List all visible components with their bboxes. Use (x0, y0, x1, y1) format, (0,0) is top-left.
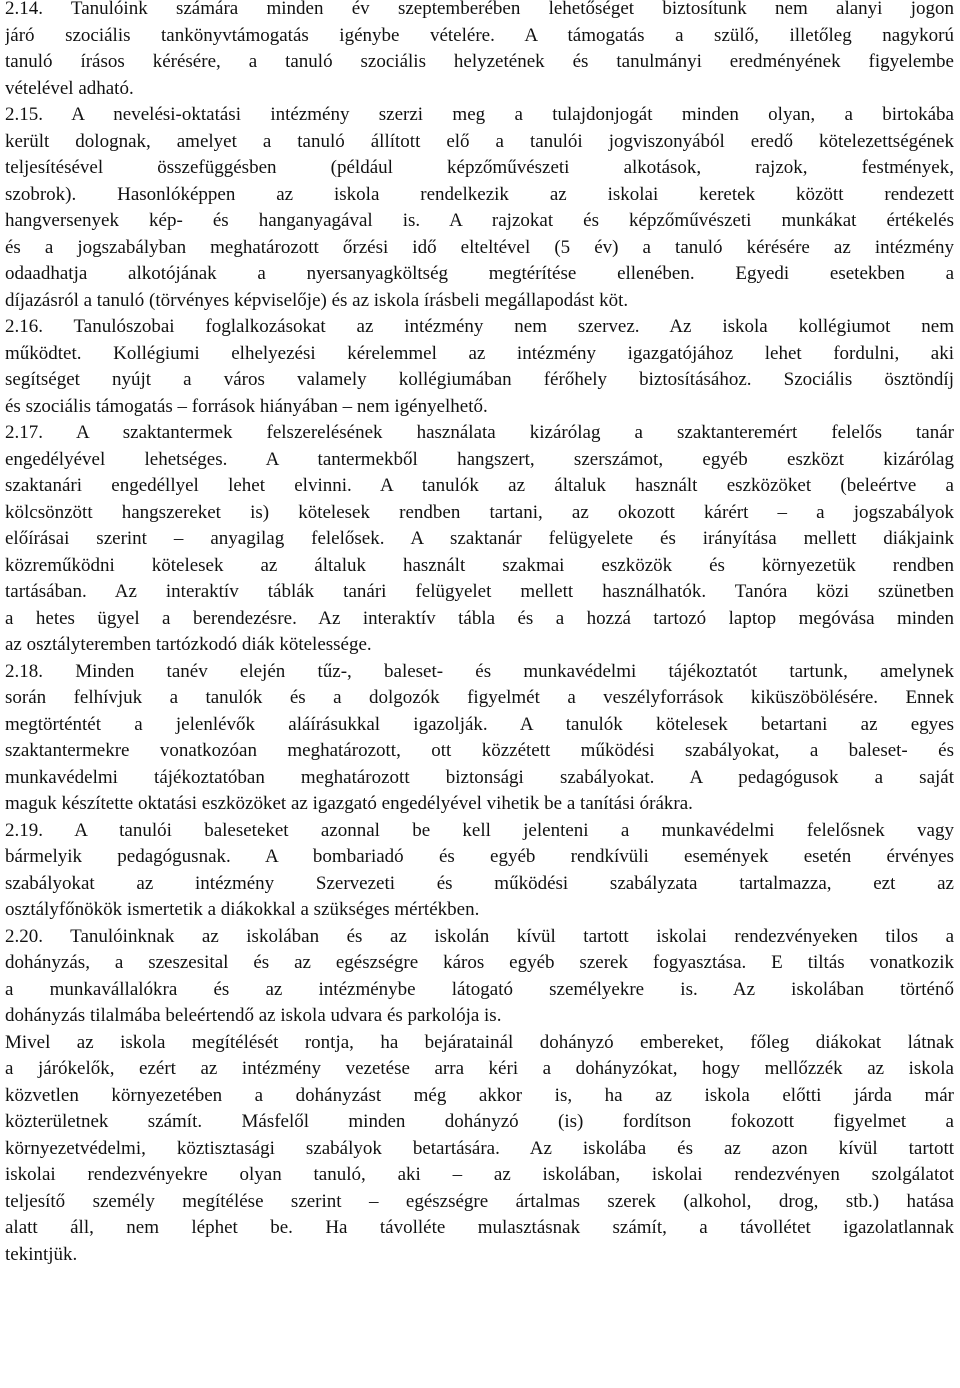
text-line: maguk készítette oktatási eszközöket az igazgató engedélyével vihetik be a tanítási órákra. (5, 793, 693, 814)
text-line: 2.17. A szaktantermek felszerelésének használata kizárólag a szaktanteremért felelős tanár (5, 422, 954, 443)
text-line: tanuló írásos kérésére, a tanuló szociális helyzetének és tanulmányi eredményének figyelembe (5, 51, 954, 72)
text-line: 2.19. A tanulói baleseteket azonnal be kell jelenteni a munkavédelmi felelősnek vagy (5, 819, 954, 841)
text-line: alatt áll, nem léphet be. Ha távolléte mulasztásnak számít, a távollétet igazolatlannak (5, 1217, 954, 1238)
text-line: a járókelők, ezért az intézmény vezetése arra kéri a dohányzókat, hogy mellőzzék az iskola (5, 1058, 954, 1079)
text-line: környezetvédelmi, köztisztasági szabályok betartására. Az iskolába és az azon kívül tartott (5, 1137, 954, 1159)
text-line: segítséget nyújt a város valamely kollégiumában férőhely biztosításához. Szociális ösztöndíj (5, 369, 954, 390)
text-line: működtet. Kollégiumi elhelyezési kérelemmel az intézmény igazgatójához lehet fordulni, aki (5, 342, 954, 364)
text-line: és a jogszabályban meghatározott őrzési idő elteltével (5 év) a tanuló kérésére az intézmény (5, 236, 954, 258)
text-line: a munkavállalókra és az intézménybe látogató személyekre is. Az iskolában történő (5, 978, 954, 1000)
text-line: közterületnek számít. Másfelől minden dohányzó (is) fordítson fokozott figyelmet a (5, 1111, 954, 1132)
text-line: az osztályteremben tartózkodó diák kötelessége. (5, 634, 372, 655)
text-line: tekintjük. (5, 1243, 78, 1265)
text-line: díjazásról a tanuló (törvényes képviselője) és az iskola írásbeli megállapodást köt. (5, 289, 629, 311)
text-line: munkavédelmi tájékoztatóban meghatározott biztonsági szabályokat. A pedagógusok a saját (5, 766, 954, 788)
text-line: hangversenyek kép- és hanganyagával is. A rajzokat és képzőművészeti munkákat értékelés (5, 210, 954, 231)
text-line: 2.18. Minden tanév elején tűz-, baleset- és munkavédelmi tájékoztatót tartunk, amelynek (5, 660, 954, 682)
text-line: tartásában. Az interaktív táblák tanári felügyelet mellett használhatók. Tanóra közi szünetben (5, 581, 954, 602)
text-line: járó szociális tankönyvtámogatás igénybe vételére. A támogatás a szülő, illetőleg nagykorú (5, 24, 954, 46)
text-line: 2.20. Tanulóinknak az iskolában és az iskolán kívül tartott iskolai rendezvényeken tilos a (5, 925, 954, 947)
text-line: odaadhatja alkotójának a nyersanyagköltség megtérítése ellenében. Egyedi esetekben a (5, 263, 954, 284)
text-line: szabályokat az intézmény Szervezeti és működési szabályzata tartalmazza, ezt az (5, 872, 954, 894)
text-line: 2.15. A nevelési-oktatási intézmény szerzi meg a tulajdonjogát minden olyan, a birtokába (5, 104, 954, 125)
text-line: szaktanári engedéllyel lehet elvinni. A tanulók az általuk használt eszközöket (beleértve a (5, 475, 954, 496)
text-line: közreműködni kötelesek az általuk használt szakmai eszközök és környezetük rendben (5, 554, 954, 576)
text-line: és szociális támogatás – források hiányában – nem igényelhető. (5, 395, 488, 417)
text-line: során felhívjuk a tanulók és a dolgozók figyelmét a veszélyforrások kiküszöbölésére. Ennek (5, 687, 954, 708)
text-line: megtörténtét a jelenlévők aláírásukkal igazolják. A tanulók kötelesek betartani az egyes (5, 713, 954, 735)
text-line: a hetes ügyel a berendezésre. Az interaktív tábla és a hozzá tartozó laptop megóvása minden (5, 607, 954, 629)
text-line: szobrok). Hasonlóképpen az iskola rendelkezik az iskolai keretek között rendezett (5, 183, 954, 205)
text-line: 2.16. Tanulószobai foglalkozásokat az intézmény nem szervez. Az iskola kollégiumot nem (5, 316, 954, 337)
text-line: közvetlen környezetében a dohányzást még akkor is, ha az iskola előtti járda már (5, 1084, 954, 1106)
text-line: osztályfőnökök ismertetik a diákokkal a szükséges mértékben. (5, 899, 480, 920)
text-line: előírásai szerint – anyagilag felelősek. A szaktanár felügyelete és irányítása mellett diákjaink (5, 528, 954, 549)
text-line: teljesítő személy megítélése szerint – egészségre ártalmas szerek (alkohol, drog, stb.) hatása (5, 1190, 954, 1212)
text-line: dohányzás, a szeszesital és az egészségre káros egyéb szerek fogyasztása. E tiltás vonatkozik (5, 952, 954, 973)
text-line: dohányzás tilalmába beleértendő az iskola udvara és parkolója is. (5, 1005, 502, 1026)
text-line: 2.14. Tanulóink számára minden év szeptemberében lehetőséget biztosítunk nem alanyi jogon (5, 0, 954, 19)
text-line: szaktantermekre vonatkozóan meghatározott, ott közzétett működési szabályokat, a baleset- és (5, 740, 954, 761)
text-line: kölcsönzött hangszereket is) kötelesek rendben tartani, az okozott kárért – a jogszabályok (5, 501, 954, 523)
text-line: Mivel az iskola megítélését rontja, ha bejáratainál dohányzó embereket, főleg diákokat látnak (5, 1031, 954, 1053)
text-line: került dolognak, amelyet a tanuló állított elő a tanulói jogviszonyából eredő kötelezettségének (5, 130, 954, 152)
text-line: iskolai rendezvényekre olyan tanuló, aki – az iskolában, iskolai rendezvényen szolgálatot (5, 1164, 954, 1185)
text-line: bármelyik pedagógusnak. A bombariadó és egyéb rendkívüli események esetén érvényes (5, 846, 954, 867)
text-line: teljesítésével összefüggésben (például képzőművészeti alkotások, rajzok, festmények, (5, 157, 954, 178)
text-line: vételével adható. (5, 77, 134, 99)
text-line: engedélyével lehetséges. A tantermekből hangszert, szerszámot, egyéb eszközt kizárólag (5, 448, 954, 470)
